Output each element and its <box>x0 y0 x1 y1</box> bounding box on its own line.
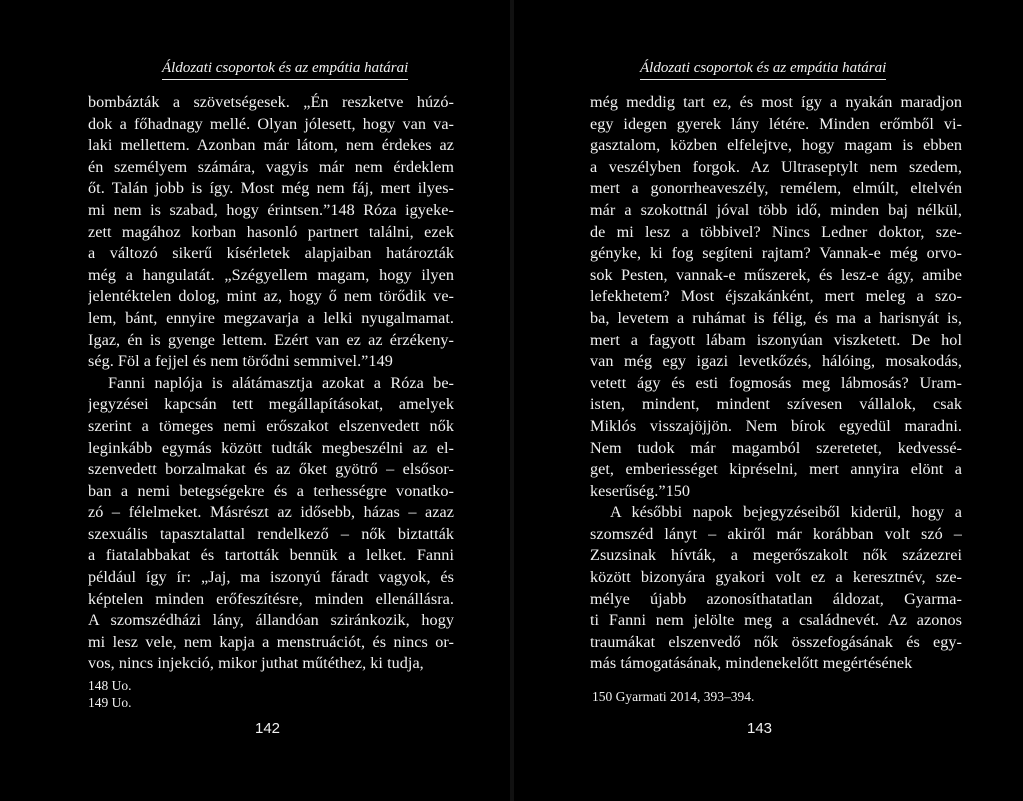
footnote: 148 Uo. <box>88 678 132 693</box>
text-line: ba, levetem a ruhámat is félig, és ma a harisnyát is, <box>590 308 962 327</box>
text-line: dok a főhadnagy mellé. Olyan jólesett, hogy van va- <box>88 114 454 133</box>
text-line: Miklós visszajöjjön. Nem bírok egyedül maradni. <box>590 416 962 435</box>
footnote: 150 Gyarmati 2014, 393–394. <box>592 689 755 704</box>
right-page <box>514 0 1023 801</box>
text-line: Fanni naplója is alátámasztja azokat a Róza be- <box>108 373 454 392</box>
text-line: között bizonyára gyakori volt ez a keresztnév, sze- <box>590 568 962 587</box>
text-line: jelentéktelen dolog, mint az, hogy ő nem törődik ve- <box>88 287 454 306</box>
text-line: mert a gonorrheaveszély, remélem, elmúlt, eltelvén <box>590 179 962 198</box>
text-line: mélye újabb azonosíthatatlan áldozat, Gyarma- <box>590 589 962 608</box>
page-number: 143 <box>747 720 773 737</box>
text-line: például így ír: „Jaj, ma iszonyú fáradt vagyok, és <box>88 568 454 587</box>
text-line: őt. Talán jobb is így. Most még nem fáj, mert ilyes- <box>88 179 454 198</box>
text-line: isten, mindent, mindent szívesen vállalok, csak <box>590 395 962 414</box>
text-line: get, emberiességet kipréselni, mert annyira elönt a <box>590 460 962 479</box>
text-line: sok Pesten, vannak-e műszerek, és lesz-e ágy, amibe <box>590 265 962 284</box>
text-line: gényke, ki fog segíteni rajtam? Vannak-e még orvo- <box>590 244 962 263</box>
text-line: traumákat elszenvedő nők összefogásának és egy- <box>590 632 962 651</box>
text-line: más támogatásának, mindenekelőtt megértésének <box>590 654 913 673</box>
text-line: A szomszédházi lány, állandóan sziránkozik, hogy <box>88 611 454 630</box>
text-line: Nem tudok már magamból szeretetet, kedvessé- <box>590 438 962 457</box>
text-line: a veszélyben forgok. Az Ultraseptylt nem szedem, <box>590 157 962 176</box>
text-line: vetett ágy és esti fogmosás meg lábmosás? Uram- <box>590 373 962 392</box>
text-line: még meddig tart ez, és most így a nyakán maradjon <box>590 93 962 111</box>
text-line: szenvedett borzalmakat és az őket gyötrő – elsősor- <box>88 460 454 479</box>
text-line: mi lesz vele, nem kapja a menstruációt, és nincs or- <box>88 632 454 651</box>
text-line: szerint a tömeges nemi erőszakot elszenvedett nők <box>88 416 454 435</box>
text-line: keserűség.”150 <box>590 481 691 500</box>
text-line: vos, nincs injekció, mikor juthat műtéthez, ki tudja, <box>88 654 424 673</box>
text-line: zó – félelmeket. Másrészt az idősebb, házas – azaz <box>88 503 454 522</box>
text-line: képtelen minden erőfeszítésre, minden ellenállásra. <box>88 589 454 608</box>
text-line: Igaz, én is gyenge lettem. Ezért van ez az érzékeny- <box>88 330 454 349</box>
left-page <box>0 0 510 801</box>
text-line: gasztalom, közben elfelejtve, hogy magam is ebben <box>590 136 962 155</box>
text-line: Zsuzsinak hívták, a megerőszakolt nők százezrei <box>590 546 962 565</box>
text-line: zett magához korban hasonló partnert találni, ezek <box>88 222 454 241</box>
text-line: már a szokottnál jóval több idő, minden baj nélkül, <box>590 200 962 219</box>
body-text <box>88 92 454 675</box>
text-line: de mi lesz a többivel? Nincs Ledner doktor, sze- <box>590 222 962 241</box>
text-line: ség. Föl a fejjel és nem törődni semmivel.”149 <box>88 352 393 371</box>
text-line: bombázták a szövetségesek. „Én reszketve húzó- <box>88 93 454 111</box>
footnotes <box>88 677 132 711</box>
text-line: szomszéd lányt – akiről már korábban volt szó – <box>590 524 962 543</box>
footnote: 149 Uo. <box>88 695 132 710</box>
text-line: A későbbi napok bejegyzéseiből kiderül, hogy a <box>610 503 962 522</box>
text-line: szexuális tapasztalattal rendelkező – nők biztatták <box>88 524 454 543</box>
page-number: 142 <box>255 720 281 737</box>
footnotes <box>592 688 754 705</box>
text-line: jegyzései kapcsán tett megállapításokat, amelyek <box>88 395 454 414</box>
text-line: leginkább egymás között tudták megbeszélni az el- <box>88 438 454 457</box>
text-line: egy idegen gyerek lány létére. Minden erőmből vi- <box>590 114 962 133</box>
running-header: Áldozati csoportok és az empátia határai <box>640 58 886 80</box>
text-line: a fiatalabbakat és tartották bennük a lelket. Fanni <box>88 546 454 565</box>
text-line: lem, bánt, ennyire megzavarja a lelki nyugalmamat. <box>88 308 454 327</box>
text-line: mert a fagyott lábam iszonyúan viszketett. De hol <box>590 330 962 349</box>
text-line: még a hangulatát. „Szégyellem magam, hogy ilyen <box>88 265 454 284</box>
text-line: mi nem is szabad, hogy érintsen.”148 Róza igyeke- <box>88 200 454 219</box>
text-line: ban a nemi betegségekre és a terhességre vonatko- <box>88 481 454 500</box>
text-line: van még egy igazi levetkőzés, hálóing, mosakodás, <box>590 352 962 371</box>
running-header: Áldozati csoportok és az empátia határai <box>162 58 408 80</box>
text-line: én személyem számára, vagyis már nem érdeklem <box>88 157 454 176</box>
text-line: laki mellettem. Azonban már látom, nem érdekes az <box>88 136 454 155</box>
body-text <box>590 92 962 675</box>
text-line: a változó sikerű kísérletek alapjaiban határozták <box>88 244 454 263</box>
text-line: ti Fanni nem jelölte meg a családnevét. Az azonos <box>590 611 962 630</box>
text-line: lefekhetem? Most éjszakánként, mert meleg a szo- <box>590 287 962 306</box>
